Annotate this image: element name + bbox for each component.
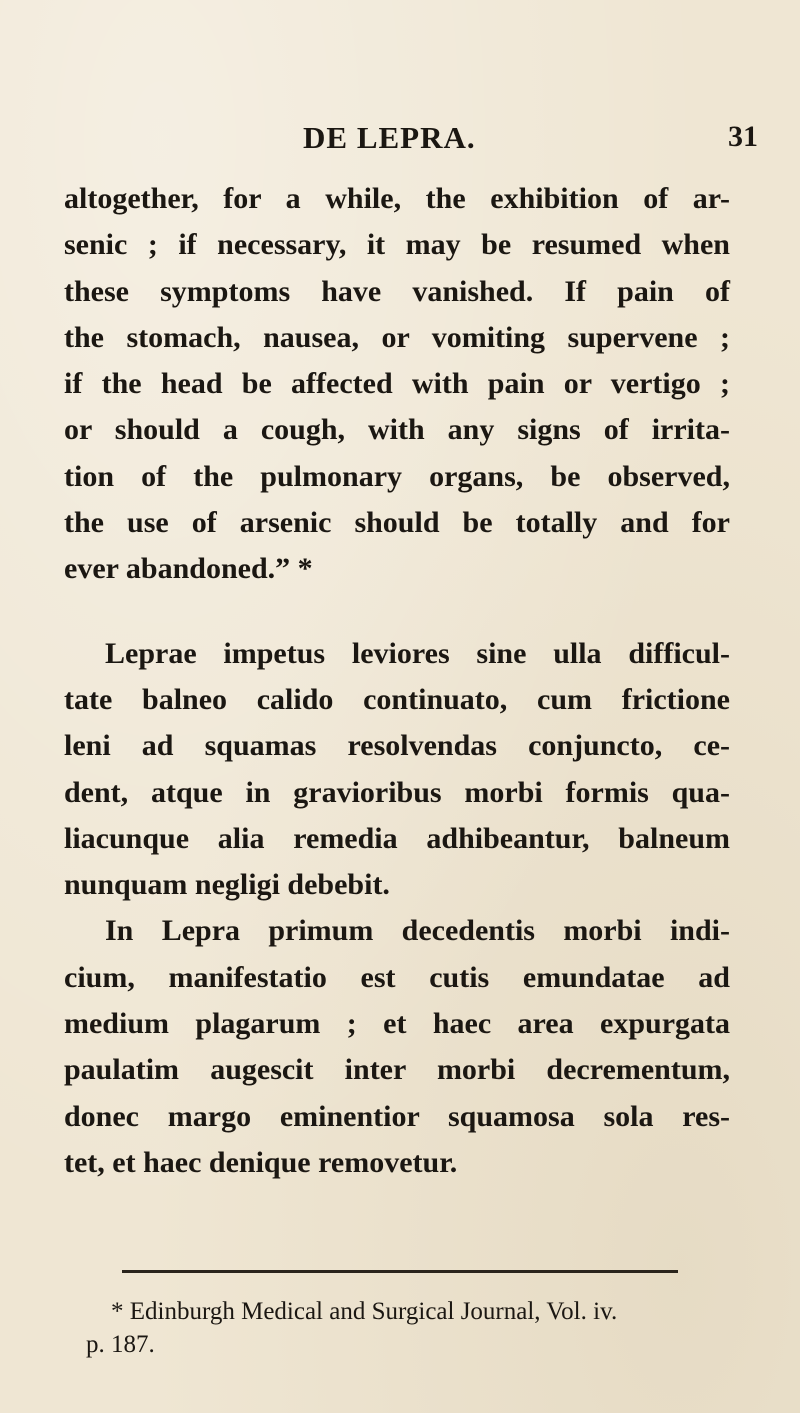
paragraph-3 bbox=[64, 908, 730, 1186]
footnote-line: p. 187. bbox=[86, 1331, 155, 1358]
text-line: cium, manifestatio est cutis emundatae ad bbox=[64, 960, 730, 994]
footnote-rule bbox=[122, 1270, 678, 1273]
paragraph-2 bbox=[64, 631, 730, 909]
text-line: ever abandoned.” * bbox=[64, 552, 313, 586]
text-line: or should a cough, with any signs of irrita- bbox=[64, 413, 730, 447]
footnote bbox=[86, 1295, 736, 1361]
text-line: tet, et haec denique removetur. bbox=[64, 1145, 458, 1179]
page-number: 31 bbox=[728, 120, 758, 153]
text-line: paulatim augescit inter morbi decrementum, bbox=[64, 1053, 730, 1087]
paragraph-gap bbox=[64, 593, 730, 631]
text-line: senic ; if necessary, it may be resumed when bbox=[64, 228, 730, 262]
paragraph-1 bbox=[64, 176, 730, 593]
text-line: In Lepra primum decedentis morbi indi- bbox=[105, 914, 730, 948]
text-line: dent, atque in gravioribus morbi formis qua- bbox=[64, 775, 730, 809]
body-text bbox=[64, 176, 730, 1186]
footnote-line: * Edinburgh Medical and Surgical Journal, Vol. iv. bbox=[111, 1298, 618, 1325]
text-line: if the head be affected with pain or vertigo ; bbox=[64, 367, 730, 401]
text-line: these symptoms have vanished. If pain of bbox=[64, 274, 730, 308]
text-line: the stomach, nausea, or vomiting supervene ; bbox=[64, 320, 730, 354]
text-line: leni ad squamas resolvendas conjuncto, ce- bbox=[64, 729, 730, 763]
running-title: DE LEPRA. bbox=[303, 120, 476, 155]
text-line: tate balneo calido continuato, cum frictione bbox=[64, 682, 730, 716]
text-line: tion of the pulmonary organs, be observed, bbox=[64, 459, 730, 493]
text-line: medium plagarum ; et haec area expurgata bbox=[64, 1007, 730, 1041]
text-line: liacunque alia remedia adhibeantur, balneum bbox=[64, 821, 730, 855]
running-head bbox=[0, 120, 800, 156]
text-line: donec margo eminentior squamosa sola res- bbox=[64, 1099, 730, 1133]
text-line: Leprae impetus leviores sine ulla difficul- bbox=[105, 636, 730, 670]
text-line: the use of arsenic should be totally and for bbox=[64, 506, 730, 540]
text-line: altogether, for a while, the exhibition of ar- bbox=[64, 182, 730, 215]
text-line: nunquam negligi debebit. bbox=[64, 868, 390, 902]
